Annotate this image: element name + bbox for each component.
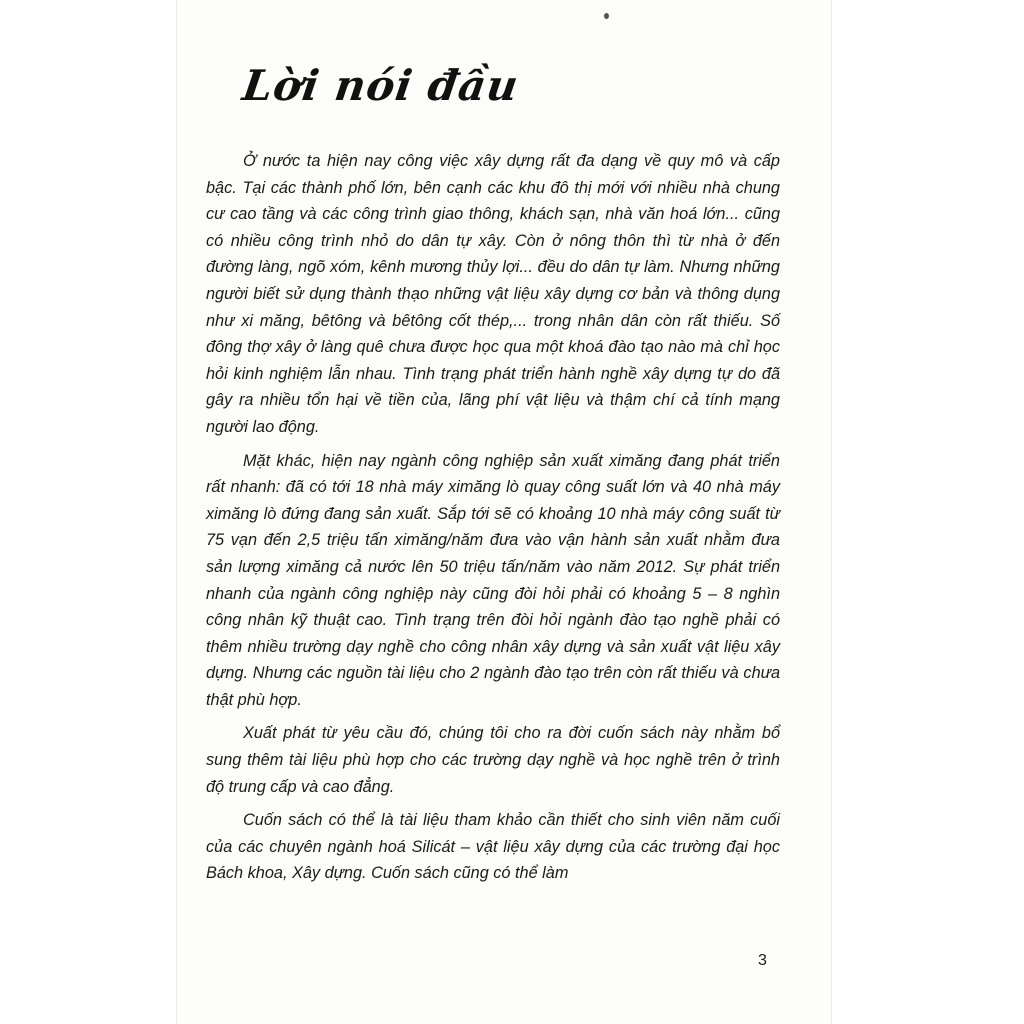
page-number: 3	[758, 952, 767, 969]
ink-speck	[604, 13, 609, 19]
page-title: Lời nói đầu	[239, 61, 522, 110]
body-text	[206, 148, 780, 894]
paragraph-1: Ở nước ta hiện nay công việc xây dựng rất đa dạng về quy mô và cấp bậc. Tại các thành phố lớn, bên cạnh các khu đô thị mới với nhiều nhà chung cư cao tầng và các công trình giao thông, khách sạn, nhà văn hoá lớn... cũng có nhiều công trình nhỏ do dân tự xây. Còn ở nông thôn thì từ nhà ở đến đường làng, ngõ xóm, kênh mương thủy lợi... đều do dân tự làm. Nhưng những người biết sử dụng thành thạo những vật liệu xây dựng cơ bản và thông dụng như xi măng, bêtông và bêtông cốt thép,... trong nhân dân còn rất thiếu. Số đông thợ xây ở làng quê chưa được học qua một khoá đào tạo nào mà chỉ học hỏi kinh nghiệm lẫn nhau. Tình trạng phát triển hành nghề xây dựng tự do đã gây ra nhiều tổn hại về tiền của, lãng phí vật liệu và thậm chí cả tính mạng người lao động.	[206, 152, 780, 436]
paragraph-4: Cuốn sách có thể là tài liệu tham khảo cần thiết cho sinh viên năm cuối của các chuyên ngành hoá Silicát – vật liệu xây dựng của các trường đại học Bách khoa, Xây dựng. Cuốn sách cũng có thể làm	[206, 811, 780, 883]
paragraph-3: Xuất phát từ yêu cầu đó, chúng tôi cho ra đời cuốn sách này nhằm bổ sung thêm tài liệu phù hợp cho các trường dạy nghề và học nghề trên ở trình độ trung cấp và cao đẳng.	[206, 724, 780, 796]
paragraph-2: Mặt khác, hiện nay ngành công nghiệp sản xuất ximăng đang phát triển rất nhanh: đã có tới 18 nhà máy ximăng lò quay công suất lớn và 40 nhà máy ximăng lò đứng đang sản xuất. Sắp tới sẽ có khoảng 10 nhà máy công suất từ 75 vạn đến 2,5 triệu tấn ximăng/năm đưa vào vận hành sản xuất nhằm đưa sản lượng ximăng cả nước lên 50 triệu tấn/năm vào năm 2012. Sự phát triển nhanh của ngành công nghiệp này cũng đòi hỏi phải có khoảng 5 – 8 nghìn công nhân kỹ thuật cao. Tình trạng trên đòi hỏi ngành đào tạo nghề phải có thêm nhiều trường dạy nghề cho công nhân xây dựng và sản xuất vật liệu xây dựng. Nhưng các nguồn tài liệu cho 2 ngành đào tạo trên còn rất thiếu và chưa thật phù hợp.	[206, 451, 780, 709]
